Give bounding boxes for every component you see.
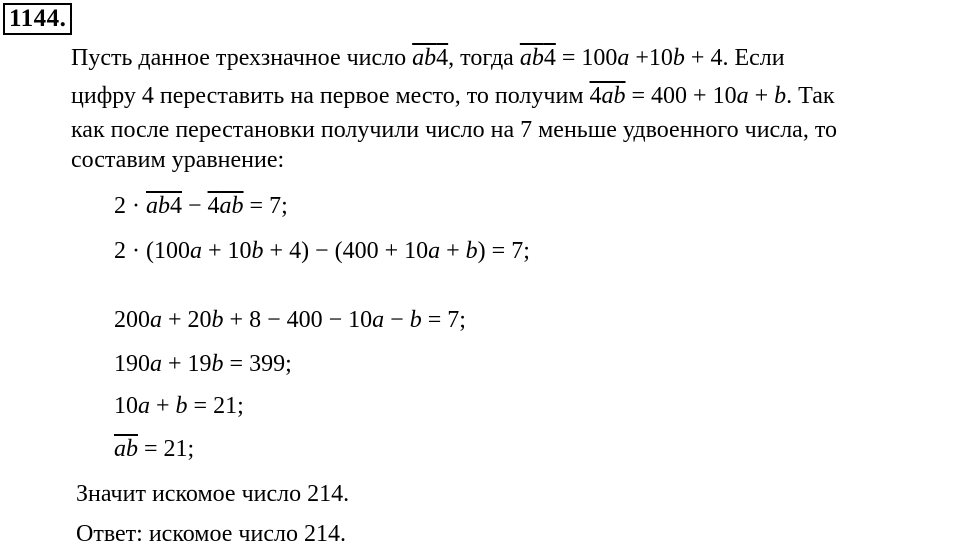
answer-text: Ответ: искомое число 214. (76, 521, 346, 547)
equation-6: $\overline{ab} = 21$; (114, 436, 195, 462)
paragraph-line-1: Пусть данное трехзначное число ab4, тогда ab4 = 100a +10b + 4. Если (71, 45, 785, 71)
overline-ab4-2: ab4 (519, 45, 556, 71)
conclusion-text: Значит искомое число 214. (76, 481, 350, 507)
equation-3: 200a + 20b + 8 − 400 − 10a − b = 7; (114, 307, 466, 333)
line1-part-a: Пусть данное трехзначное число (71, 45, 413, 71)
overline-ab4-1: ab4 (412, 45, 449, 71)
equation-2: 2 · (100a + 10b + 4) − (400 + 10a + b) = 7; (114, 238, 530, 264)
equation-1: 2 · ab4 − 4ab = 7; (114, 193, 288, 219)
paragraph-line-3: как после перестановки получили число на 7 меньше удвоенного числа, то (71, 117, 837, 143)
equation-4: 190a + 19b = 399; (114, 351, 292, 377)
equation-5: 10a + b = 21; (114, 393, 244, 419)
paragraph-line-2: цифру 4 переставить на первое место, то получим 4ab = 400 + 10a + b. Так (71, 83, 835, 109)
problem-number: 1144. (3, 3, 72, 35)
paragraph-line-4: составим уравнение: (71, 147, 285, 173)
overline-4ab: 4ab (589, 83, 626, 109)
